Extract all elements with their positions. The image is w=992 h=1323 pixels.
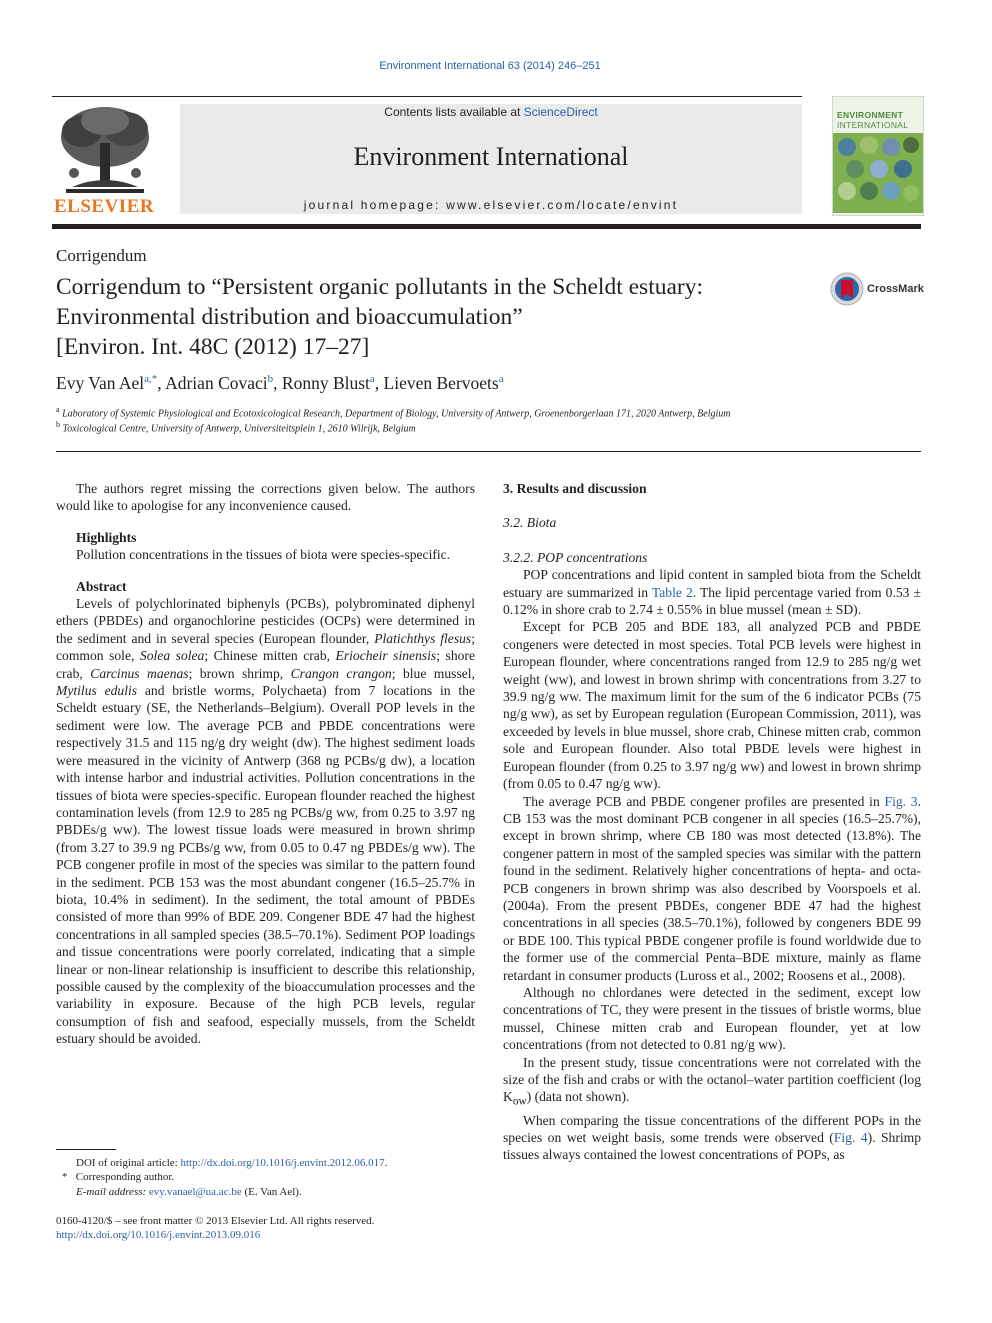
title-line-2: Environmental distribution and bioaccumulation” xyxy=(56,304,523,330)
fig-4-link[interactable]: Fig. 4 xyxy=(833,1129,868,1145)
contents-available xyxy=(180,105,802,119)
article-type: Corrigendum xyxy=(56,246,147,265)
paragraph-4: Although no chlordanes were detected in the sediment, except low concentrations of TC, they were present in the tissues of bristle worms, blue mussel, Chinese mitten crab and European flounder, yet at low concentrations (from not detected to 0.81 ng/g ww). xyxy=(503,984,921,1053)
text-segment: ). Shrimp tissues always contained the lowest concentrations of POPs, as xyxy=(503,1129,921,1163)
text-segment: . The lipid percentage varied from 0.53 ± 0.12% in shore crab to 2.74 ± 0.55% in blue mussel (mean ± SD). xyxy=(503,584,921,618)
author-separator: , xyxy=(157,373,166,393)
abstract-segment: ; blue mussel, xyxy=(391,665,475,681)
cover-title-2: INTERNATIONAL xyxy=(837,120,909,130)
footnote-rule xyxy=(56,1149,116,1150)
crossmark-label: CrossMark xyxy=(867,283,924,295)
paragraph-6 xyxy=(503,1112,921,1164)
cover-title-1: ENVIRONMENT xyxy=(837,110,904,120)
issn-line: 0160-4120/$ – see front matter © 2013 Elsevier Ltd. All rights reserved. xyxy=(56,1215,375,1227)
elsevier-tree-icon xyxy=(52,103,158,195)
doi-label: DOI of original article: xyxy=(76,1157,181,1169)
crossmark-icon xyxy=(830,272,864,306)
email-label: E-mail address: xyxy=(76,1186,149,1198)
contents-prefix: Contents lists available at xyxy=(384,105,524,119)
species-name: Carcinus maenas xyxy=(90,665,189,681)
abstract-segment: ; shore crab, xyxy=(56,648,475,681)
species-name: Crangon crangon xyxy=(290,665,392,681)
subsubsection-heading: 3.2.2. POP concentrations xyxy=(503,549,648,565)
species-name: Mytilus edulis xyxy=(56,683,138,699)
right-column xyxy=(503,480,921,1164)
author-affiliation-mark[interactable]: a xyxy=(498,373,504,386)
abstract-segment: ; Chinese mitten crab, xyxy=(204,648,336,664)
highlights-text: Pollution concentrations in the tissues of biota were species-specific. xyxy=(76,547,451,563)
journal-reference[interactable]: Environment International 63 (2014) 246–251 xyxy=(379,60,601,72)
text-segment: ) (data not shown). xyxy=(526,1089,630,1105)
affiliation-text: Toxicological Centre, University of Antwerp, Universiteitsplein 1, 2610 Wilrijk, Belgium xyxy=(62,423,416,435)
subsection-heading: 3.2. Biota xyxy=(503,515,557,531)
text-segment: The average PCB and PBDE congener profiles are presented in xyxy=(523,793,885,809)
subscript: ow xyxy=(512,1096,527,1109)
abstract-segment: Levels of polychlorinated biphenyls (PCBs), polybrominated diphenyl ethers (PBDEs) and organochlorine pesticides (OCPs) were determined in the sediment and in several species (European flounder, xyxy=(56,596,475,646)
affiliation-mark: a xyxy=(56,405,60,414)
paragraph-2: Except for PCB 205 and BDE 183, all analyzed PCB and PBDE congeners were detected in most species. Total PCB levels were highest in European flounder, where concentrations ranged from 12.9 to 285 ng/g wet weight (ww), and lowest in brown shrimp with concentrations from 3.27 to 39.9 ng/g ww. The maximum limit for the sum of the 6 indicator PCBs (75 ng/g ww), as set by European regulation (European Commission, 2011), was exceeded by levels in blue mussel, shore crab, Chinese mitten crab, common sole and European flounder. Also total PBDE levels were highest in European flounder (from 0.25 to 3.97 ng/g ww) and lowest in brown shrimp (from 0.05 to 0.47 ng/g ww). xyxy=(503,619,921,792)
crossmark-badge[interactable] xyxy=(830,272,930,308)
highlights-heading: Highlights xyxy=(76,529,137,545)
text-segment: POP concentrations and lipid content in sampled biota from the Scheldt estuary are summarized in xyxy=(503,567,921,600)
footnote-doi xyxy=(76,1156,387,1171)
email-link[interactable]: evy.vanael@ua.ac.be xyxy=(148,1186,242,1198)
publisher-name: ELSEVIER xyxy=(54,196,155,217)
author-affiliation-mark[interactable]: a xyxy=(369,373,375,386)
author-name: Adrian Covaci xyxy=(165,373,268,393)
author-separator: , xyxy=(273,373,282,393)
corresponding-text: Corresponding author. xyxy=(75,1171,175,1183)
affiliation-text: Laboratory of Systemic Physiological and Ecotoxicological Research, Department of Biology, University of Antwerp, Groenenborgerlaan 171, 2020 Antwerp, Belgium xyxy=(62,408,731,420)
original-article-doi-link[interactable]: http://dx.doi.org/10.1016/j.envint.2012.06.017 xyxy=(180,1157,385,1169)
article-title xyxy=(56,272,816,362)
header-top-rule xyxy=(52,96,802,97)
paragraph-5 xyxy=(503,1054,921,1112)
journal-cover xyxy=(832,96,924,216)
text-segment: In the present study, tissue concentrations were not correlated with the size of the fish and crabs or with the octanol–water partition coefficient (log K xyxy=(503,1054,921,1105)
author-name: Ronny Blust xyxy=(281,373,370,393)
author-list xyxy=(56,373,504,394)
affiliation-a xyxy=(56,405,731,419)
footnote-corresponding xyxy=(62,1170,174,1185)
affiliation-mark: b xyxy=(56,420,60,429)
section-heading: 3. Results and discussion xyxy=(503,481,647,496)
sciencedirect-link[interactable]: ScienceDirect xyxy=(523,105,598,119)
author-affiliation-mark[interactable]: a,* xyxy=(144,373,158,386)
header-rule xyxy=(52,224,921,229)
text-segment: When comparing the tissue concentrations of the different POPs in the species on wet weight basis, some trends were observed ( xyxy=(503,1112,921,1145)
author-name: Evy Van Ael xyxy=(56,373,145,393)
title-line-1: Corrigendum to “Persistent organic pollutants in the Scheldt estuary: xyxy=(56,274,704,300)
journal-name: Environment International xyxy=(353,142,629,171)
article-doi-link[interactable]: http://dx.doi.org/10.1016/j.envint.2013.09.016 xyxy=(56,1229,261,1241)
paragraph-1 xyxy=(503,566,921,618)
species-name: Eriocheir sinensis xyxy=(335,648,437,664)
corresponding-mark: * xyxy=(62,1171,68,1183)
journal-homepage[interactable]: journal homepage: www.elsevier.com/locate/envint xyxy=(303,198,679,212)
abstract-segment: ; brown shrimp, xyxy=(188,665,291,681)
email-end: (E. Van Ael). xyxy=(241,1186,302,1198)
affiliation-rule xyxy=(56,451,921,452)
abstract-segment: ; common sole, xyxy=(56,630,475,664)
abstract-heading: Abstract xyxy=(76,578,127,594)
doi-end: . xyxy=(384,1157,388,1169)
intro-paragraph: The authors regret missing the corrections given below. The authors would like to apologise for any inconvenience caused. xyxy=(56,481,475,514)
footnote-email xyxy=(76,1185,302,1200)
fig-3-link[interactable]: Fig. 3 xyxy=(884,793,918,809)
table-2-link[interactable]: Table 2 xyxy=(651,584,693,600)
author-name: Lieven Bervoets xyxy=(383,373,499,393)
species-name: Solea solea xyxy=(139,648,205,664)
species-name: Platichthys flesus xyxy=(374,630,472,646)
paragraph-3 xyxy=(503,793,921,984)
text-segment: . CB 153 was the most dominant PCB congener in all species (16.5–25.7%), except in brown shrimp, where CB 180 was most detected (13.8%). The congener pattern in most of the sampled species was similar with the pattern found in the sediment. Relatively higher concentrations of hepta- and octa-PCB congeners in brown shrimp was also described by Voorspoels et al. (2004a). From the present PBDEs, congener BDE 47 had the highest concentrations in all species (38.5–70.1%), followed by congeners BDE 99 or BDE 100. This typical PBDE congener profile is found worldwide due to the former use of the commercial Penta–BDE mixture, mainly as flame retardant in consumer products (Luross et al., 2002; Roosens et al., 2008). xyxy=(503,793,921,983)
cover-images-icon xyxy=(833,133,923,213)
author-affiliation-mark[interactable]: b xyxy=(267,373,274,386)
title-line-3: [Environ. Int. 48C (2012) 17–27] xyxy=(56,334,370,360)
abstract-segment: and bristle worms, Polychaeta) from 7 locations in the Scheldt estuary (SE, the Netherlands–Belgium). Overall POP levels in the sediment were low. The average PCB and PBDE concentrations were respectively 31.5 and 115 ng/g dry weight (dw). The highest sediment loads were measured in the vicinity of Antwerp (368 ng PCBs/g dw), a location with intense harbor and industrial activities. Pollution concentrations in the tissues of biota were species-specific. European flounder reached the highest contamination levels (from 12.9 to 285 ng PCBs/g ww, from 0.25 to 3.97 ng PBDEs/g ww). The lowest tissue loads were measured in brown shrimp (from 3.27 to 39.9 ng PCBs/g ww, from 0.05 to 0.47 ng PBDEs/g ww). The PCB congener profile in most of the species was similar to the pattern found in the sediment. PCB 153 was the most abundant congener (16.5–25.7% in biota, 10.4% in sediment). In the sediment, the total amount of PBDEs consisted of more than 99% of BDE 209. Congener BDE 47 had the highest concentrations in all sampled species (38.5–70.1%). Sediment POP loadings and tissue concentrations were poorly correlated, indicating that a simple linear or non-linear relationship is insufficient to describe this relationship, possible caused by the complexity of the bioaccumulation processes and the variability in exposure. Because of the high PCB levels, regular consumption of fish and seafood, especially mussels, from the Scheldt estuary should be avoided. xyxy=(56,683,475,1047)
left-column xyxy=(56,480,475,1048)
affiliation-b xyxy=(56,420,416,434)
abstract-text xyxy=(56,595,475,1048)
author-separator: , xyxy=(374,373,384,393)
